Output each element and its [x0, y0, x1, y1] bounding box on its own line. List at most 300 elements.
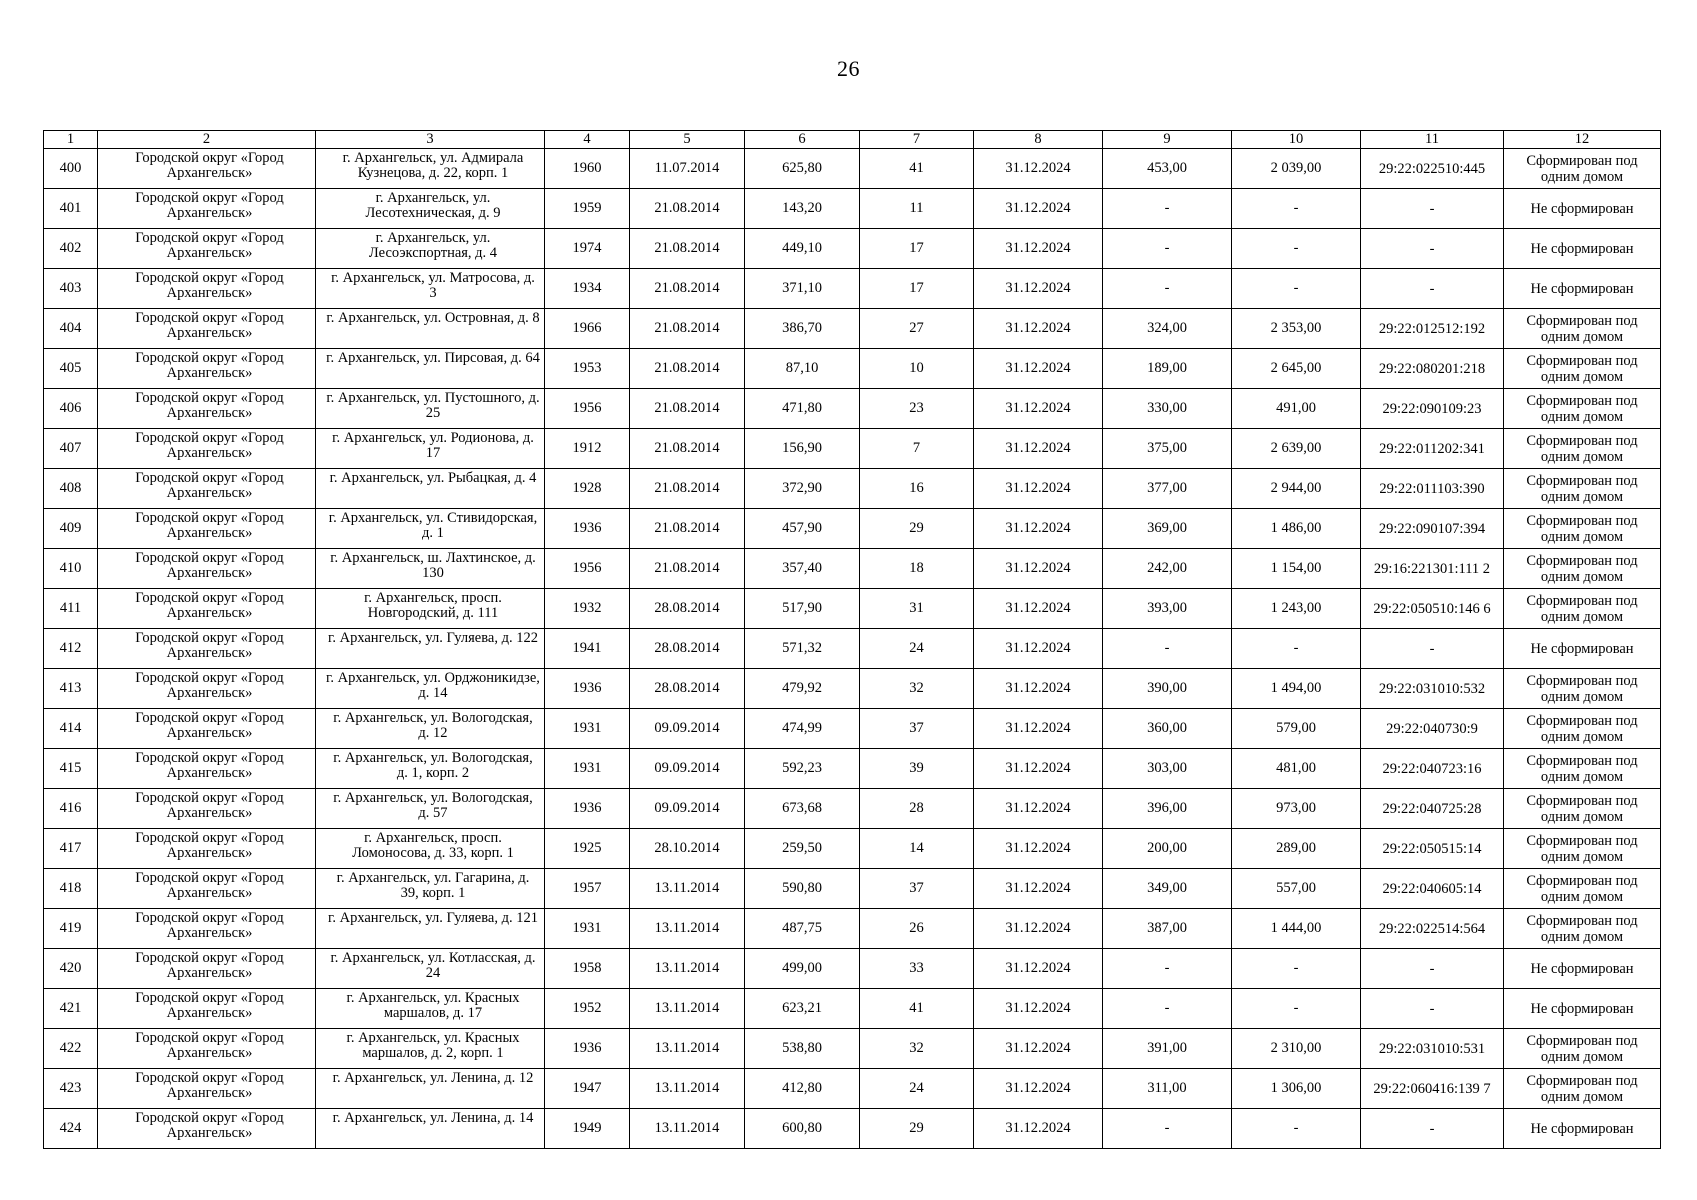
- table-row: [44, 269, 1661, 309]
- cadastral-number-cell: 29:16:221301:111 2: [1361, 549, 1504, 589]
- residents-cell: 39: [860, 749, 974, 789]
- plot-status-cell: Сформирован под одним домом: [1504, 669, 1661, 709]
- residents-cell: 11: [860, 189, 974, 229]
- residents-cell: 37: [860, 869, 974, 909]
- area-cell: 625,80: [745, 149, 860, 189]
- cadastral-number-cell: 29:22:050515:14: [1361, 829, 1504, 869]
- emergency-date-cell: 21.08.2014: [630, 189, 745, 229]
- emergency-date-cell: 13.11.2014: [630, 869, 745, 909]
- address-cell: г. Архангельск, ул. Матросова, д. 3: [316, 269, 545, 309]
- owner-cell: Городской округ «Город Архангельск»: [98, 349, 316, 389]
- resettlement-deadline-cell: 31.12.2024: [974, 509, 1103, 549]
- row-number-cell: 418: [44, 869, 98, 909]
- resettlement-deadline-cell: 31.12.2024: [974, 1109, 1103, 1149]
- column-header: 2: [98, 131, 316, 149]
- build-year-cell: 1960: [545, 149, 630, 189]
- land-area-cell: -: [1103, 1109, 1232, 1149]
- address-cell: г. Архангельск, ул. Адмирала Кузнецова, д. 22, корп. 1: [316, 149, 545, 189]
- resettlement-deadline-cell: 31.12.2024: [974, 669, 1103, 709]
- cadastral-number-cell: 29:22:050510:146 6: [1361, 589, 1504, 629]
- residents-cell: 7: [860, 429, 974, 469]
- row-number-cell: 424: [44, 1109, 98, 1149]
- residents-cell: 29: [860, 509, 974, 549]
- address-cell: г. Архангельск, ул. Орджоникидзе, д. 14: [316, 669, 545, 709]
- residents-cell: 17: [860, 269, 974, 309]
- address-cell: г. Архангельск, ул. Лесоэкспортная, д. 4: [316, 229, 545, 269]
- address-cell: г. Архангельск, ул. Красных маршалов, д. 17: [316, 989, 545, 1029]
- build-year-cell: 1952: [545, 989, 630, 1029]
- cadastral-number-cell: -: [1361, 989, 1504, 1029]
- row-number-cell: 400: [44, 149, 98, 189]
- land-area-cell: 375,00: [1103, 429, 1232, 469]
- plot-status-cell: Сформирован под одним домом: [1504, 149, 1661, 189]
- table-row: [44, 989, 1661, 1029]
- plot-area-cell: 2 353,00: [1232, 309, 1361, 349]
- resettlement-deadline-cell: 31.12.2024: [974, 429, 1103, 469]
- resettlement-deadline-cell: 31.12.2024: [974, 469, 1103, 509]
- column-header: 12: [1504, 131, 1661, 149]
- owner-cell: Городской округ «Город Архангельск»: [98, 549, 316, 589]
- plot-status-cell: Не сформирован: [1504, 269, 1661, 309]
- cadastral-number-cell: 29:22:022510:445: [1361, 149, 1504, 189]
- owner-cell: Городской округ «Город Архангельск»: [98, 709, 316, 749]
- resettlement-deadline-cell: 31.12.2024: [974, 789, 1103, 829]
- area-cell: 372,90: [745, 469, 860, 509]
- resettlement-deadline-cell: 31.12.2024: [974, 749, 1103, 789]
- emergency-date-cell: 28.08.2014: [630, 669, 745, 709]
- build-year-cell: 1931: [545, 749, 630, 789]
- table-row: [44, 189, 1661, 229]
- build-year-cell: 1956: [545, 389, 630, 429]
- cadastral-number-cell: 29:22:090109:23: [1361, 389, 1504, 429]
- emergency-date-cell: 09.09.2014: [630, 709, 745, 749]
- plot-status-cell: Сформирован под одним домом: [1504, 749, 1661, 789]
- plot-area-cell: 1 243,00: [1232, 589, 1361, 629]
- area-cell: 499,00: [745, 949, 860, 989]
- plot-status-cell: Сформирован под одним домом: [1504, 869, 1661, 909]
- row-number-cell: 407: [44, 429, 98, 469]
- plot-area-cell: -: [1232, 189, 1361, 229]
- owner-cell: Городской округ «Город Архангельск»: [98, 989, 316, 1029]
- land-area-cell: 390,00: [1103, 669, 1232, 709]
- address-cell: г. Архангельск, ул. Гагарина, д. 39, корп. 1: [316, 869, 545, 909]
- cadastral-number-cell: -: [1361, 1109, 1504, 1149]
- land-area-cell: 391,00: [1103, 1029, 1232, 1069]
- land-area-cell: 303,00: [1103, 749, 1232, 789]
- emergency-date-cell: 11.07.2014: [630, 149, 745, 189]
- build-year-cell: 1925: [545, 829, 630, 869]
- land-area-cell: -: [1103, 949, 1232, 989]
- land-area-cell: -: [1103, 189, 1232, 229]
- row-number-cell: 411: [44, 589, 98, 629]
- owner-cell: Городской округ «Город Архангельск»: [98, 389, 316, 429]
- address-cell: г. Архангельск, ул. Лесотехническая, д. 9: [316, 189, 545, 229]
- row-number-cell: 415: [44, 749, 98, 789]
- column-header: 10: [1232, 131, 1361, 149]
- plot-status-cell: Сформирован под одним домом: [1504, 389, 1661, 429]
- build-year-cell: 1936: [545, 1029, 630, 1069]
- row-number-cell: 401: [44, 189, 98, 229]
- area-cell: 87,10: [745, 349, 860, 389]
- area-cell: 259,50: [745, 829, 860, 869]
- land-area-cell: 349,00: [1103, 869, 1232, 909]
- area-cell: 156,90: [745, 429, 860, 469]
- land-area-cell: 369,00: [1103, 509, 1232, 549]
- plot-area-cell: 579,00: [1232, 709, 1361, 749]
- row-number-cell: 419: [44, 909, 98, 949]
- resettlement-deadline-cell: 31.12.2024: [974, 269, 1103, 309]
- row-number-cell: 404: [44, 309, 98, 349]
- address-cell: г. Архангельск, ул. Гуляева, д. 121: [316, 909, 545, 949]
- row-number-cell: 402: [44, 229, 98, 269]
- column-header: 1: [44, 131, 98, 149]
- emergency-date-cell: 21.08.2014: [630, 509, 745, 549]
- row-number-cell: 403: [44, 269, 98, 309]
- resettlement-deadline-cell: 31.12.2024: [974, 909, 1103, 949]
- plot-area-cell: 557,00: [1232, 869, 1361, 909]
- build-year-cell: 1953: [545, 349, 630, 389]
- column-header: 4: [545, 131, 630, 149]
- column-header: 7: [860, 131, 974, 149]
- land-area-cell: 242,00: [1103, 549, 1232, 589]
- resettlement-deadline-cell: 31.12.2024: [974, 229, 1103, 269]
- table-row: [44, 469, 1661, 509]
- build-year-cell: 1957: [545, 869, 630, 909]
- cadastral-number-cell: 29:22:080201:218: [1361, 349, 1504, 389]
- owner-cell: Городской округ «Город Архангельск»: [98, 509, 316, 549]
- emergency-date-cell: 28.08.2014: [630, 629, 745, 669]
- column-number-row: [44, 131, 1661, 149]
- area-cell: 143,20: [745, 189, 860, 229]
- plot-status-cell: Сформирован под одним домом: [1504, 349, 1661, 389]
- address-cell: г. Архангельск, ул. Вологодская, д. 57: [316, 789, 545, 829]
- address-cell: г. Архангельск, просп. Новгородский, д. 111: [316, 589, 545, 629]
- plot-area-cell: -: [1232, 229, 1361, 269]
- cadastral-number-cell: 29:22:090107:394: [1361, 509, 1504, 549]
- area-cell: 386,70: [745, 309, 860, 349]
- row-number-cell: 414: [44, 709, 98, 749]
- land-area-cell: 453,00: [1103, 149, 1232, 189]
- row-number-cell: 408: [44, 469, 98, 509]
- area-cell: 479,92: [745, 669, 860, 709]
- owner-cell: Городской округ «Город Архангельск»: [98, 789, 316, 829]
- residents-cell: 32: [860, 1029, 974, 1069]
- emergency-date-cell: 13.11.2014: [630, 1029, 745, 1069]
- land-area-cell: 393,00: [1103, 589, 1232, 629]
- emergency-date-cell: 09.09.2014: [630, 789, 745, 829]
- plot-status-cell: Не сформирован: [1504, 229, 1661, 269]
- cadastral-number-cell: 29:22:040725:28: [1361, 789, 1504, 829]
- column-header: 9: [1103, 131, 1232, 149]
- cadastral-number-cell: -: [1361, 269, 1504, 309]
- address-cell: г. Архангельск, ул. Ленина, д. 12: [316, 1069, 545, 1109]
- build-year-cell: 1931: [545, 709, 630, 749]
- land-area-cell: 377,00: [1103, 469, 1232, 509]
- row-number-cell: 420: [44, 949, 98, 989]
- emergency-date-cell: 13.11.2014: [630, 909, 745, 949]
- plot-area-cell: -: [1232, 629, 1361, 669]
- emergency-date-cell: 21.08.2014: [630, 309, 745, 349]
- area-cell: 449,10: [745, 229, 860, 269]
- residents-cell: 10: [860, 349, 974, 389]
- land-area-cell: 360,00: [1103, 709, 1232, 749]
- address-cell: г. Архангельск, ул. Гуляева, д. 122: [316, 629, 545, 669]
- build-year-cell: 1934: [545, 269, 630, 309]
- resettlement-deadline-cell: 31.12.2024: [974, 309, 1103, 349]
- build-year-cell: 1912: [545, 429, 630, 469]
- owner-cell: Городской округ «Город Архангельск»: [98, 429, 316, 469]
- column-header: 5: [630, 131, 745, 149]
- resettlement-deadline-cell: 31.12.2024: [974, 1069, 1103, 1109]
- plot-area-cell: 1 444,00: [1232, 909, 1361, 949]
- resettlement-deadline-cell: 31.12.2024: [974, 989, 1103, 1029]
- resettlement-deadline-cell: 31.12.2024: [974, 629, 1103, 669]
- cadastral-number-cell: 29:22:031010:532: [1361, 669, 1504, 709]
- cadastral-number-cell: -: [1361, 949, 1504, 989]
- emergency-date-cell: 28.08.2014: [630, 589, 745, 629]
- area-cell: 592,23: [745, 749, 860, 789]
- row-number-cell: 417: [44, 829, 98, 869]
- owner-cell: Городской округ «Город Архангельск»: [98, 949, 316, 989]
- plot-status-cell: Не сформирован: [1504, 629, 1661, 669]
- plot-area-cell: 1 494,00: [1232, 669, 1361, 709]
- residents-cell: 41: [860, 149, 974, 189]
- area-cell: 357,40: [745, 549, 860, 589]
- residents-cell: 24: [860, 1069, 974, 1109]
- owner-cell: Городской округ «Город Архангельск»: [98, 1109, 316, 1149]
- residents-cell: 31: [860, 589, 974, 629]
- plot-area-cell: -: [1232, 1109, 1361, 1149]
- residents-cell: 27: [860, 309, 974, 349]
- plot-status-cell: Сформирован под одним домом: [1504, 509, 1661, 549]
- land-area-cell: 189,00: [1103, 349, 1232, 389]
- plot-status-cell: Не сформирован: [1504, 1109, 1661, 1149]
- area-cell: 571,32: [745, 629, 860, 669]
- build-year-cell: 1958: [545, 949, 630, 989]
- resettlement-deadline-cell: 31.12.2024: [974, 589, 1103, 629]
- row-number-cell: 421: [44, 989, 98, 1029]
- emergency-date-cell: 13.11.2014: [630, 949, 745, 989]
- area-cell: 600,80: [745, 1109, 860, 1149]
- column-header: 11: [1361, 131, 1504, 149]
- residents-cell: 18: [860, 549, 974, 589]
- plot-area-cell: 2 944,00: [1232, 469, 1361, 509]
- cadastral-number-cell: 29:22:022514:564: [1361, 909, 1504, 949]
- residents-cell: 17: [860, 229, 974, 269]
- resettlement-deadline-cell: 31.12.2024: [974, 549, 1103, 589]
- row-number-cell: 406: [44, 389, 98, 429]
- owner-cell: Городской округ «Город Архангельск»: [98, 189, 316, 229]
- cadastral-number-cell: 29:22:012512:192: [1361, 309, 1504, 349]
- plot-status-cell: Сформирован под одним домом: [1504, 789, 1661, 829]
- address-cell: г. Архангельск, ул. Красных маршалов, д. 2, корп. 1: [316, 1029, 545, 1069]
- column-header: 6: [745, 131, 860, 149]
- plot-area-cell: -: [1232, 989, 1361, 1029]
- plot-area-cell: 289,00: [1232, 829, 1361, 869]
- resettlement-deadline-cell: 31.12.2024: [974, 869, 1103, 909]
- address-cell: г. Архангельск, ул. Пирсовая, д. 64: [316, 349, 545, 389]
- table-row: [44, 669, 1661, 709]
- table-row: [44, 149, 1661, 189]
- owner-cell: Городской округ «Город Архангельск»: [98, 869, 316, 909]
- address-cell: г. Архангельск, просп. Ломоносова, д. 33, корп. 1: [316, 829, 545, 869]
- address-cell: г. Архангельск, ул. Пустошного, д. 25: [316, 389, 545, 429]
- resettlement-deadline-cell: 31.12.2024: [974, 1029, 1103, 1069]
- cadastral-number-cell: 29:22:040723:16: [1361, 749, 1504, 789]
- table-row: [44, 869, 1661, 909]
- land-area-cell: -: [1103, 229, 1232, 269]
- land-area-cell: -: [1103, 629, 1232, 669]
- plot-area-cell: 973,00: [1232, 789, 1361, 829]
- address-cell: г. Архангельск, ул. Стивидорская, д. 1: [316, 509, 545, 549]
- build-year-cell: 1949: [545, 1109, 630, 1149]
- area-cell: 623,21: [745, 989, 860, 1029]
- table-row: [44, 229, 1661, 269]
- residents-cell: 37: [860, 709, 974, 749]
- address-cell: г. Архангельск, ул. Вологодская, д. 12: [316, 709, 545, 749]
- emergency-date-cell: 13.11.2014: [630, 1069, 745, 1109]
- residents-cell: 24: [860, 629, 974, 669]
- area-cell: 673,68: [745, 789, 860, 829]
- owner-cell: Городской округ «Город Архангельск»: [98, 269, 316, 309]
- table-row: [44, 549, 1661, 589]
- row-number-cell: 423: [44, 1069, 98, 1109]
- plot-status-cell: Не сформирован: [1504, 189, 1661, 229]
- land-area-cell: 324,00: [1103, 309, 1232, 349]
- cadastral-number-cell: 29:22:011202:341: [1361, 429, 1504, 469]
- address-cell: г. Архангельск, ул. Рыбацкая, д. 4: [316, 469, 545, 509]
- table-row: [44, 709, 1661, 749]
- table-row: [44, 1109, 1661, 1149]
- build-year-cell: 1936: [545, 789, 630, 829]
- residents-cell: 26: [860, 909, 974, 949]
- table-row: [44, 509, 1661, 549]
- plot-status-cell: Сформирован под одним домом: [1504, 1029, 1661, 1069]
- plot-status-cell: Сформирован под одним домом: [1504, 829, 1661, 869]
- plot-area-cell: -: [1232, 949, 1361, 989]
- area-cell: 517,90: [745, 589, 860, 629]
- emergency-date-cell: 21.08.2014: [630, 469, 745, 509]
- table-row: [44, 829, 1661, 869]
- emergency-date-cell: 21.08.2014: [630, 349, 745, 389]
- plot-area-cell: 2 645,00: [1232, 349, 1361, 389]
- build-year-cell: 1956: [545, 549, 630, 589]
- address-cell: г. Архангельск, ул. Ленина, д. 14: [316, 1109, 545, 1149]
- residents-cell: 41: [860, 989, 974, 1029]
- land-area-cell: 396,00: [1103, 789, 1232, 829]
- emergency-date-cell: 13.11.2014: [630, 1109, 745, 1149]
- table-row: [44, 909, 1661, 949]
- cadastral-number-cell: 29:22:040730:9: [1361, 709, 1504, 749]
- row-number-cell: 412: [44, 629, 98, 669]
- owner-cell: Городской округ «Город Архангельск»: [98, 629, 316, 669]
- residents-cell: 23: [860, 389, 974, 429]
- owner-cell: Городской округ «Город Архангельск»: [98, 829, 316, 869]
- table-row: [44, 1069, 1661, 1109]
- build-year-cell: 1936: [545, 509, 630, 549]
- area-cell: 474,99: [745, 709, 860, 749]
- owner-cell: Городской округ «Город Архангельск»: [98, 309, 316, 349]
- land-area-cell: -: [1103, 989, 1232, 1029]
- build-year-cell: 1959: [545, 189, 630, 229]
- resettlement-deadline-cell: 31.12.2024: [974, 149, 1103, 189]
- table-row: [44, 629, 1661, 669]
- cadastral-number-cell: 29:22:011103:390: [1361, 469, 1504, 509]
- area-cell: 457,90: [745, 509, 860, 549]
- build-year-cell: 1928: [545, 469, 630, 509]
- plot-status-cell: Сформирован под одним домом: [1504, 589, 1661, 629]
- table-row: [44, 429, 1661, 469]
- owner-cell: Городской округ «Город Архангельск»: [98, 149, 316, 189]
- resettlement-deadline-cell: 31.12.2024: [974, 349, 1103, 389]
- plot-status-cell: Сформирован под одним домом: [1504, 429, 1661, 469]
- owner-cell: Городской округ «Город Архангельск»: [98, 469, 316, 509]
- residents-cell: 33: [860, 949, 974, 989]
- area-cell: 412,80: [745, 1069, 860, 1109]
- residents-cell: 16: [860, 469, 974, 509]
- land-area-cell: 330,00: [1103, 389, 1232, 429]
- cadastral-number-cell: -: [1361, 229, 1504, 269]
- plot-area-cell: 2 039,00: [1232, 149, 1361, 189]
- plot-area-cell: 1 486,00: [1232, 509, 1361, 549]
- resettlement-deadline-cell: 31.12.2024: [974, 709, 1103, 749]
- row-number-cell: 422: [44, 1029, 98, 1069]
- plot-area-cell: 481,00: [1232, 749, 1361, 789]
- table-row: [44, 949, 1661, 989]
- table-row: [44, 589, 1661, 629]
- resettlement-deadline-cell: 31.12.2024: [974, 189, 1103, 229]
- table-row: [44, 389, 1661, 429]
- owner-cell: Городской округ «Город Архангельск»: [98, 229, 316, 269]
- residents-cell: 29: [860, 1109, 974, 1149]
- row-number-cell: 409: [44, 509, 98, 549]
- area-cell: 371,10: [745, 269, 860, 309]
- address-cell: г. Архангельск, ул. Островная, д. 8: [316, 309, 545, 349]
- plot-area-cell: 491,00: [1232, 389, 1361, 429]
- build-year-cell: 1941: [545, 629, 630, 669]
- owner-cell: Городской округ «Город Архангельск»: [98, 589, 316, 629]
- address-cell: г. Архангельск, ш. Лахтинское, д. 130: [316, 549, 545, 589]
- plot-area-cell: 1 306,00: [1232, 1069, 1361, 1109]
- cadastral-number-cell: 29:22:031010:531: [1361, 1029, 1504, 1069]
- table-row: [44, 1029, 1661, 1069]
- row-number-cell: 405: [44, 349, 98, 389]
- area-cell: 590,80: [745, 869, 860, 909]
- table-row: [44, 749, 1661, 789]
- table-row: [44, 789, 1661, 829]
- emergency-date-cell: 13.11.2014: [630, 989, 745, 1029]
- cadastral-number-cell: -: [1361, 629, 1504, 669]
- emergency-date-cell: 28.10.2014: [630, 829, 745, 869]
- build-year-cell: 1932: [545, 589, 630, 629]
- resettlement-deadline-cell: 31.12.2024: [974, 829, 1103, 869]
- emergency-date-cell: 09.09.2014: [630, 749, 745, 789]
- residents-cell: 14: [860, 829, 974, 869]
- page-number: 26: [837, 56, 860, 81]
- land-area-cell: -: [1103, 269, 1232, 309]
- build-year-cell: 1966: [545, 309, 630, 349]
- plot-status-cell: Сформирован под одним домом: [1504, 549, 1661, 589]
- land-area-cell: 387,00: [1103, 909, 1232, 949]
- emergency-date-cell: 21.08.2014: [630, 269, 745, 309]
- residents-cell: 28: [860, 789, 974, 829]
- plot-area-cell: 2 639,00: [1232, 429, 1361, 469]
- cadastral-number-cell: 29:22:060416:139 7: [1361, 1069, 1504, 1109]
- plot-area-cell: -: [1232, 269, 1361, 309]
- plot-status-cell: Не сформирован: [1504, 989, 1661, 1029]
- housing-registry-table: [43, 130, 1661, 1149]
- emergency-date-cell: 21.08.2014: [630, 549, 745, 589]
